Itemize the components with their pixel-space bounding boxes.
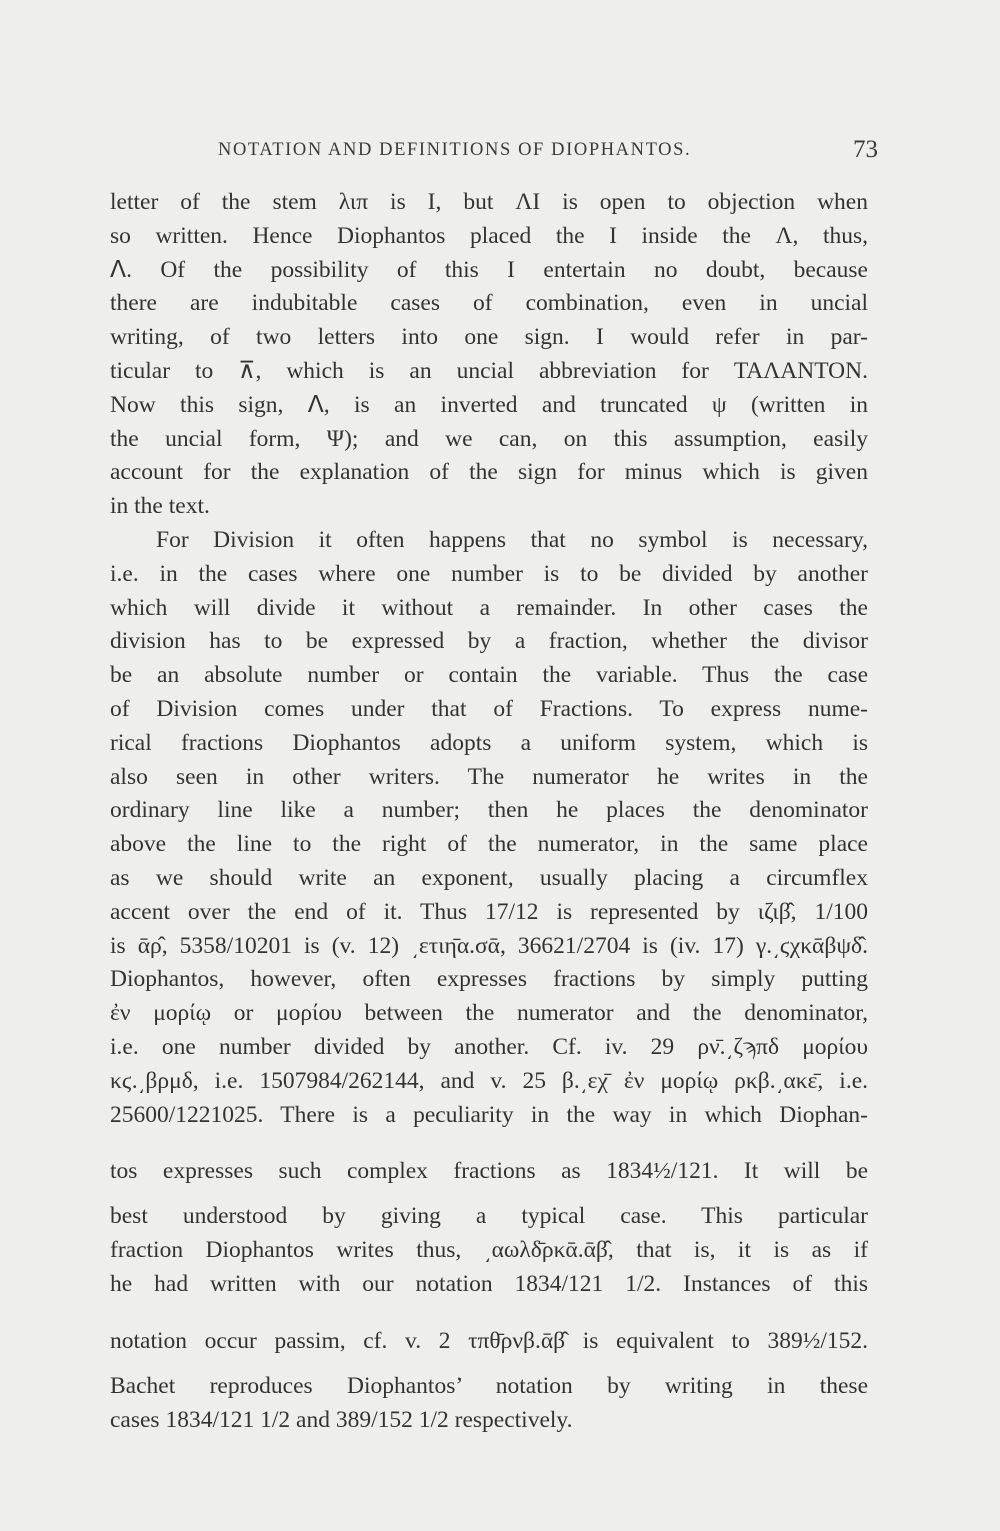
text-line: as we should write an exponent, usually placing a circumflex bbox=[110, 864, 868, 891]
text-line: tos expresses such complex fractions as 1834½/121. It will be bbox=[110, 1158, 868, 1185]
text-line: division has to be expressed by a fraction, whether the divisor bbox=[110, 628, 868, 655]
text-line: there are indubitable cases of combination, even in uncial bbox=[110, 290, 868, 317]
text-line: also seen in other writers. The numerator he writes in the bbox=[110, 763, 868, 790]
text-line: writing, of two letters into one sign. I would refer in par- bbox=[110, 324, 868, 351]
text-line: κϛ.͵βρμδ, i.e. 1507984/262144, and v. 25 β.͵εχ̄ ἐν μορίῳ ρκβ.͵ακε̄, i.e. bbox=[110, 1067, 868, 1094]
text-line: which will divide it without a remainder. In other cases the bbox=[110, 594, 868, 621]
text-line: of Division comes under that of Fractions. To express nume- bbox=[110, 695, 868, 722]
text-line: in the text. bbox=[110, 493, 210, 520]
text-line: account for the explanation of the sign for minus which is given bbox=[110, 459, 868, 486]
text-line: notation occur passim, cf. v. 2 τπθ̄ρνβ.ᾱβ̂ is equivalent to 389½/152. bbox=[110, 1327, 868, 1354]
page-header bbox=[110, 136, 878, 170]
text-line: letter of the stem λιπ is I, but ΛI is open to objection when bbox=[110, 189, 868, 215]
text-line: so written. Hence Diophantos placed the I inside the Λ, thus, bbox=[110, 222, 868, 249]
text-line: above the line to the right of the numerator, in the same place bbox=[110, 831, 868, 858]
text-line: 25600/1221025. There is a peculiarity in the way in which Diophan- bbox=[110, 1101, 868, 1128]
text-line: Diophantos, however, often expresses fractions by simply putting bbox=[110, 966, 868, 993]
body-text bbox=[110, 186, 868, 1437]
text-line: he had written with our notation 1834/121 1/2. Instances of this bbox=[110, 1270, 868, 1297]
page-number: 73 bbox=[853, 136, 878, 163]
text-line: Now this sign, ᐱ, is an inverted and truncated ψ (written in bbox=[110, 391, 868, 418]
text-line: best understood by giving a typical case. This particular bbox=[110, 1203, 868, 1230]
text-line: is ᾱρ̂, 5358/10201 is (v. 12) ͵ετιη̄α.σᾱ, 36621/2704 is (iv. 17) γ.͵ϛχκᾱβψδ̂. bbox=[110, 932, 868, 959]
text-line: rical fractions Diophantos adopts a uniform system, which is bbox=[110, 729, 868, 756]
text-line: i.e. one number divided by another. Cf. iv. 29 ρν̄.͵ζϡπδ μορίου bbox=[110, 1033, 868, 1060]
text-line: cases 1834/121 1/2 and 389/152 1/2 respectively. bbox=[110, 1406, 573, 1433]
text-line: ticular to ⊼, which is an uncial abbreviation for ΤΑΛΑΝΤΟΝ. bbox=[110, 357, 868, 384]
text-line: i.e. in the cases where one number is to be divided by another bbox=[110, 560, 868, 587]
text-line: For Division it often happens that no symbol is necessary, bbox=[156, 526, 868, 553]
text-line: ᐱ. Of the possibility of this I entertain no doubt, because bbox=[110, 256, 868, 283]
text-line: ordinary line like a number; then he places the denominator bbox=[110, 797, 868, 824]
text-line: accent over the end of it. Thus 17/12 is represented by ιζιβ̂, 1/100 bbox=[110, 898, 868, 925]
text-line: the uncial form, Ψ); and we can, on this assumption, easily bbox=[110, 425, 868, 452]
text-line: be an absolute number or contain the variable. Thus the case bbox=[110, 662, 868, 689]
text-line: fraction Diophantos writes thus, ͵αωλδ̄ρκᾱ.ᾱβ̂, that is, it is as if bbox=[110, 1237, 868, 1264]
text-line: Bachet reproduces Diophantos’ notation by writing in these bbox=[110, 1372, 868, 1399]
text-line: ἐν μορίῳ or μορίου between the numerator and the denominator, bbox=[110, 1000, 868, 1027]
running-head: NOTATION AND DEFINITIONS OF DIOPHANTOS. bbox=[218, 140, 692, 160]
